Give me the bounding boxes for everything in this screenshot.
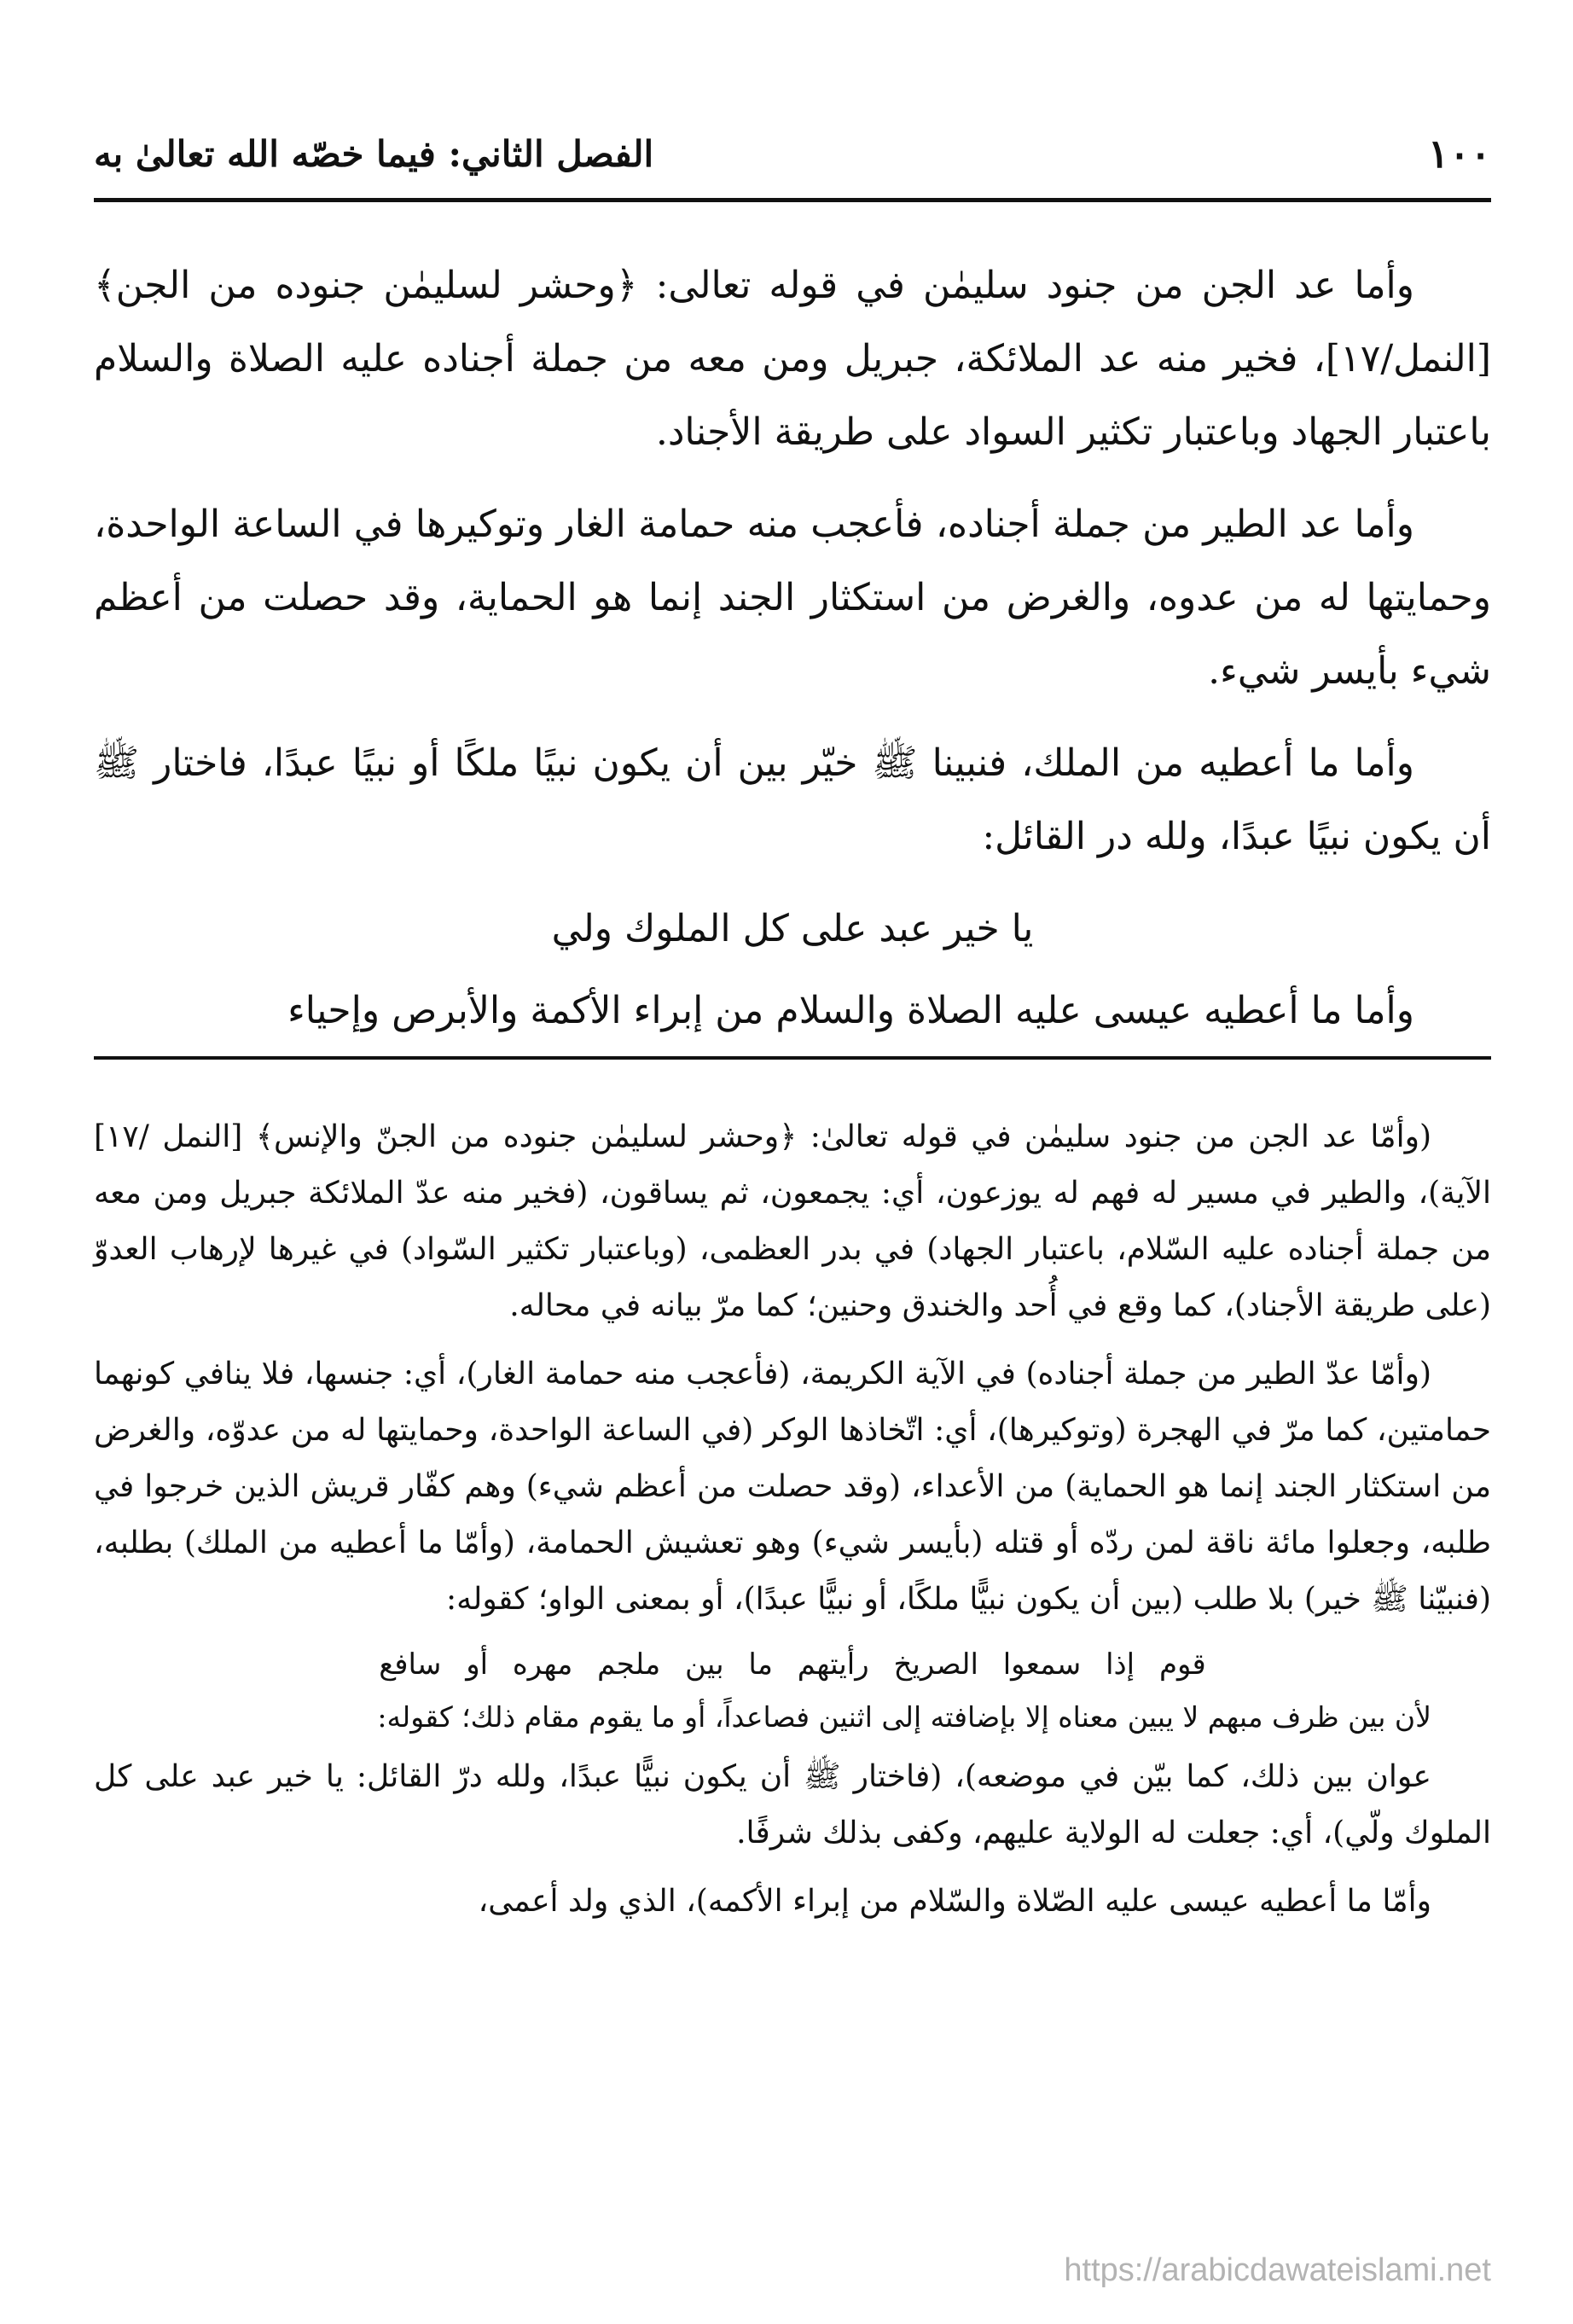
commentary-paragraph-2: (وأمّا عدّ الطير من جملة أجناده) في الآية الكريمة، (فأعجب منه حمامة الغار)، أي: جنسها، فلا ينافي كونهما حمامتين، كما مرّ في الهجرة (وتوكيرها)، أي: اتّخاذها الوكر (في الساعة الواحدة، وحمايتها له من عدوّه، والغرض من استكثار الجند إنما هو الحماية) من الأعداء، (وقد حصلت من أعظم شيء) وهم كفّار قريش الذين خرجوا في طلبه، وجعلوا مائة ناقة لمن ردّه أو قتله (بأيسر شيء) وهو تعشيش الحمامة، (وأمّا ما أعطيه من الملك) بطلبه، (فنبيّنا ﷺ خير) بلا طلب (بين أن يكون نبيًّا ملكًا، أو نبيًّا عبدًا)، أو بمعنى الواو؛ كقوله: — [94, 1357, 1491, 1617]
header-rule — [94, 198, 1491, 202]
commentary-note: لأن بين ظرف مبهم لا يبين معناه إلا بإضافته إلى اثنين فصاعداً، أو ما يقوم مقام ذلك؛ كقوله: — [377, 1700, 1431, 1734]
main-paragraph-2: وأما عد الطير من جملة أجناده، فأعجب منه حمامة الغار وتوكيرها في الساعة الواحدة، وحمايتها له من عدوه، والغرض من استكثار الجند إنما هو الحماية، وقد حصلت من أعظم شيء بأيسر شيء. — [94, 503, 1491, 693]
main-text — [94, 249, 1491, 1048]
commentary-paragraph-3: عوان بين ذلك، كما بيّن في موضعه)، (فاختار ﷺ أن يكون نبيًّا عبدًا، ولله درّ القائل: يا خير عبد على كل الملوك ولّي)، أي: جعلت له الولاية عليهم، وكفى بذلك شرفًا. — [94, 1759, 1491, 1850]
main-paragraph-4: وأما ما أعطيه عيسى عليه الصلاة والسلام من إبراء الأكمة والأبرص وإحياء — [287, 989, 1414, 1032]
chapter-title: الفصل الثاني: فيما خصّه الله تعالىٰ به — [94, 132, 654, 175]
commentary-paragraph-1: (وأمّا عد الجن من جنود سليمٰن في قوله تعالىٰ: ﴿وحشر لسليمٰن جنوده من الجنّ والإنس﴾ [النمل /١٧] الآية)، والطير في مسير له فهم له يوزعون، أي: يجمعون، ثم يساقون، (فخير منه عدّ الملائكة جبريل ومن معه من جملة أجناده عليه السّلام، باعتبار الجهاد) في بدر العظمى، (وباعتبار تكثير السّواد) في غيرها لإرهاب العدوّ (على طريقة الأجناد)، كما وقع في أُحد والخندق وحنين؛ كما مرّ بيانه في محاله. — [94, 1119, 1491, 1323]
commentary-verse: قوم إذا سمعوا الصريخ رأيتهم ما بين ملجم مهره أو سافع — [379, 1647, 1206, 1682]
main-paragraph-1: وأما عد الجن من جنود سليمٰن في قوله تعالى: ﴿وحشر لسليمٰن جنوده من الجن﴾ [النمل/١٧]، فخير منه عد الملائكة، جبريل ومن معه من جملة أجناده عليه الصلاة والسلام باعتبار الجهاد وباعتبار تكثير السواد على طريقة الأجناد. — [94, 264, 1491, 454]
main-verse: يا خير عبد على كل الملوك ولي — [551, 907, 1034, 950]
commentary-text — [94, 1109, 1491, 1942]
watermark-url: https://arabicdawateislami.net — [1064, 2252, 1491, 2288]
page-header — [94, 119, 1491, 188]
page-number: ١٠٠ — [1427, 131, 1491, 177]
section-separator — [94, 1056, 1491, 1060]
main-paragraph-3: وأما ما أعطيه من الملك، فنبينا ﷺ خيّر بين أن يكون نبيًا ملكًا أو نبيًا عبدًا، فاختار ﷺ أن يكون نبيًا عبدًا، ولله در القائل: — [94, 741, 1491, 858]
commentary-paragraph-4: وأمّا ما أعطيه عيسى عليه الصّلاة والسّلام من إبراء الأكمه)، الذي ولد أعمى، — [478, 1884, 1431, 1919]
